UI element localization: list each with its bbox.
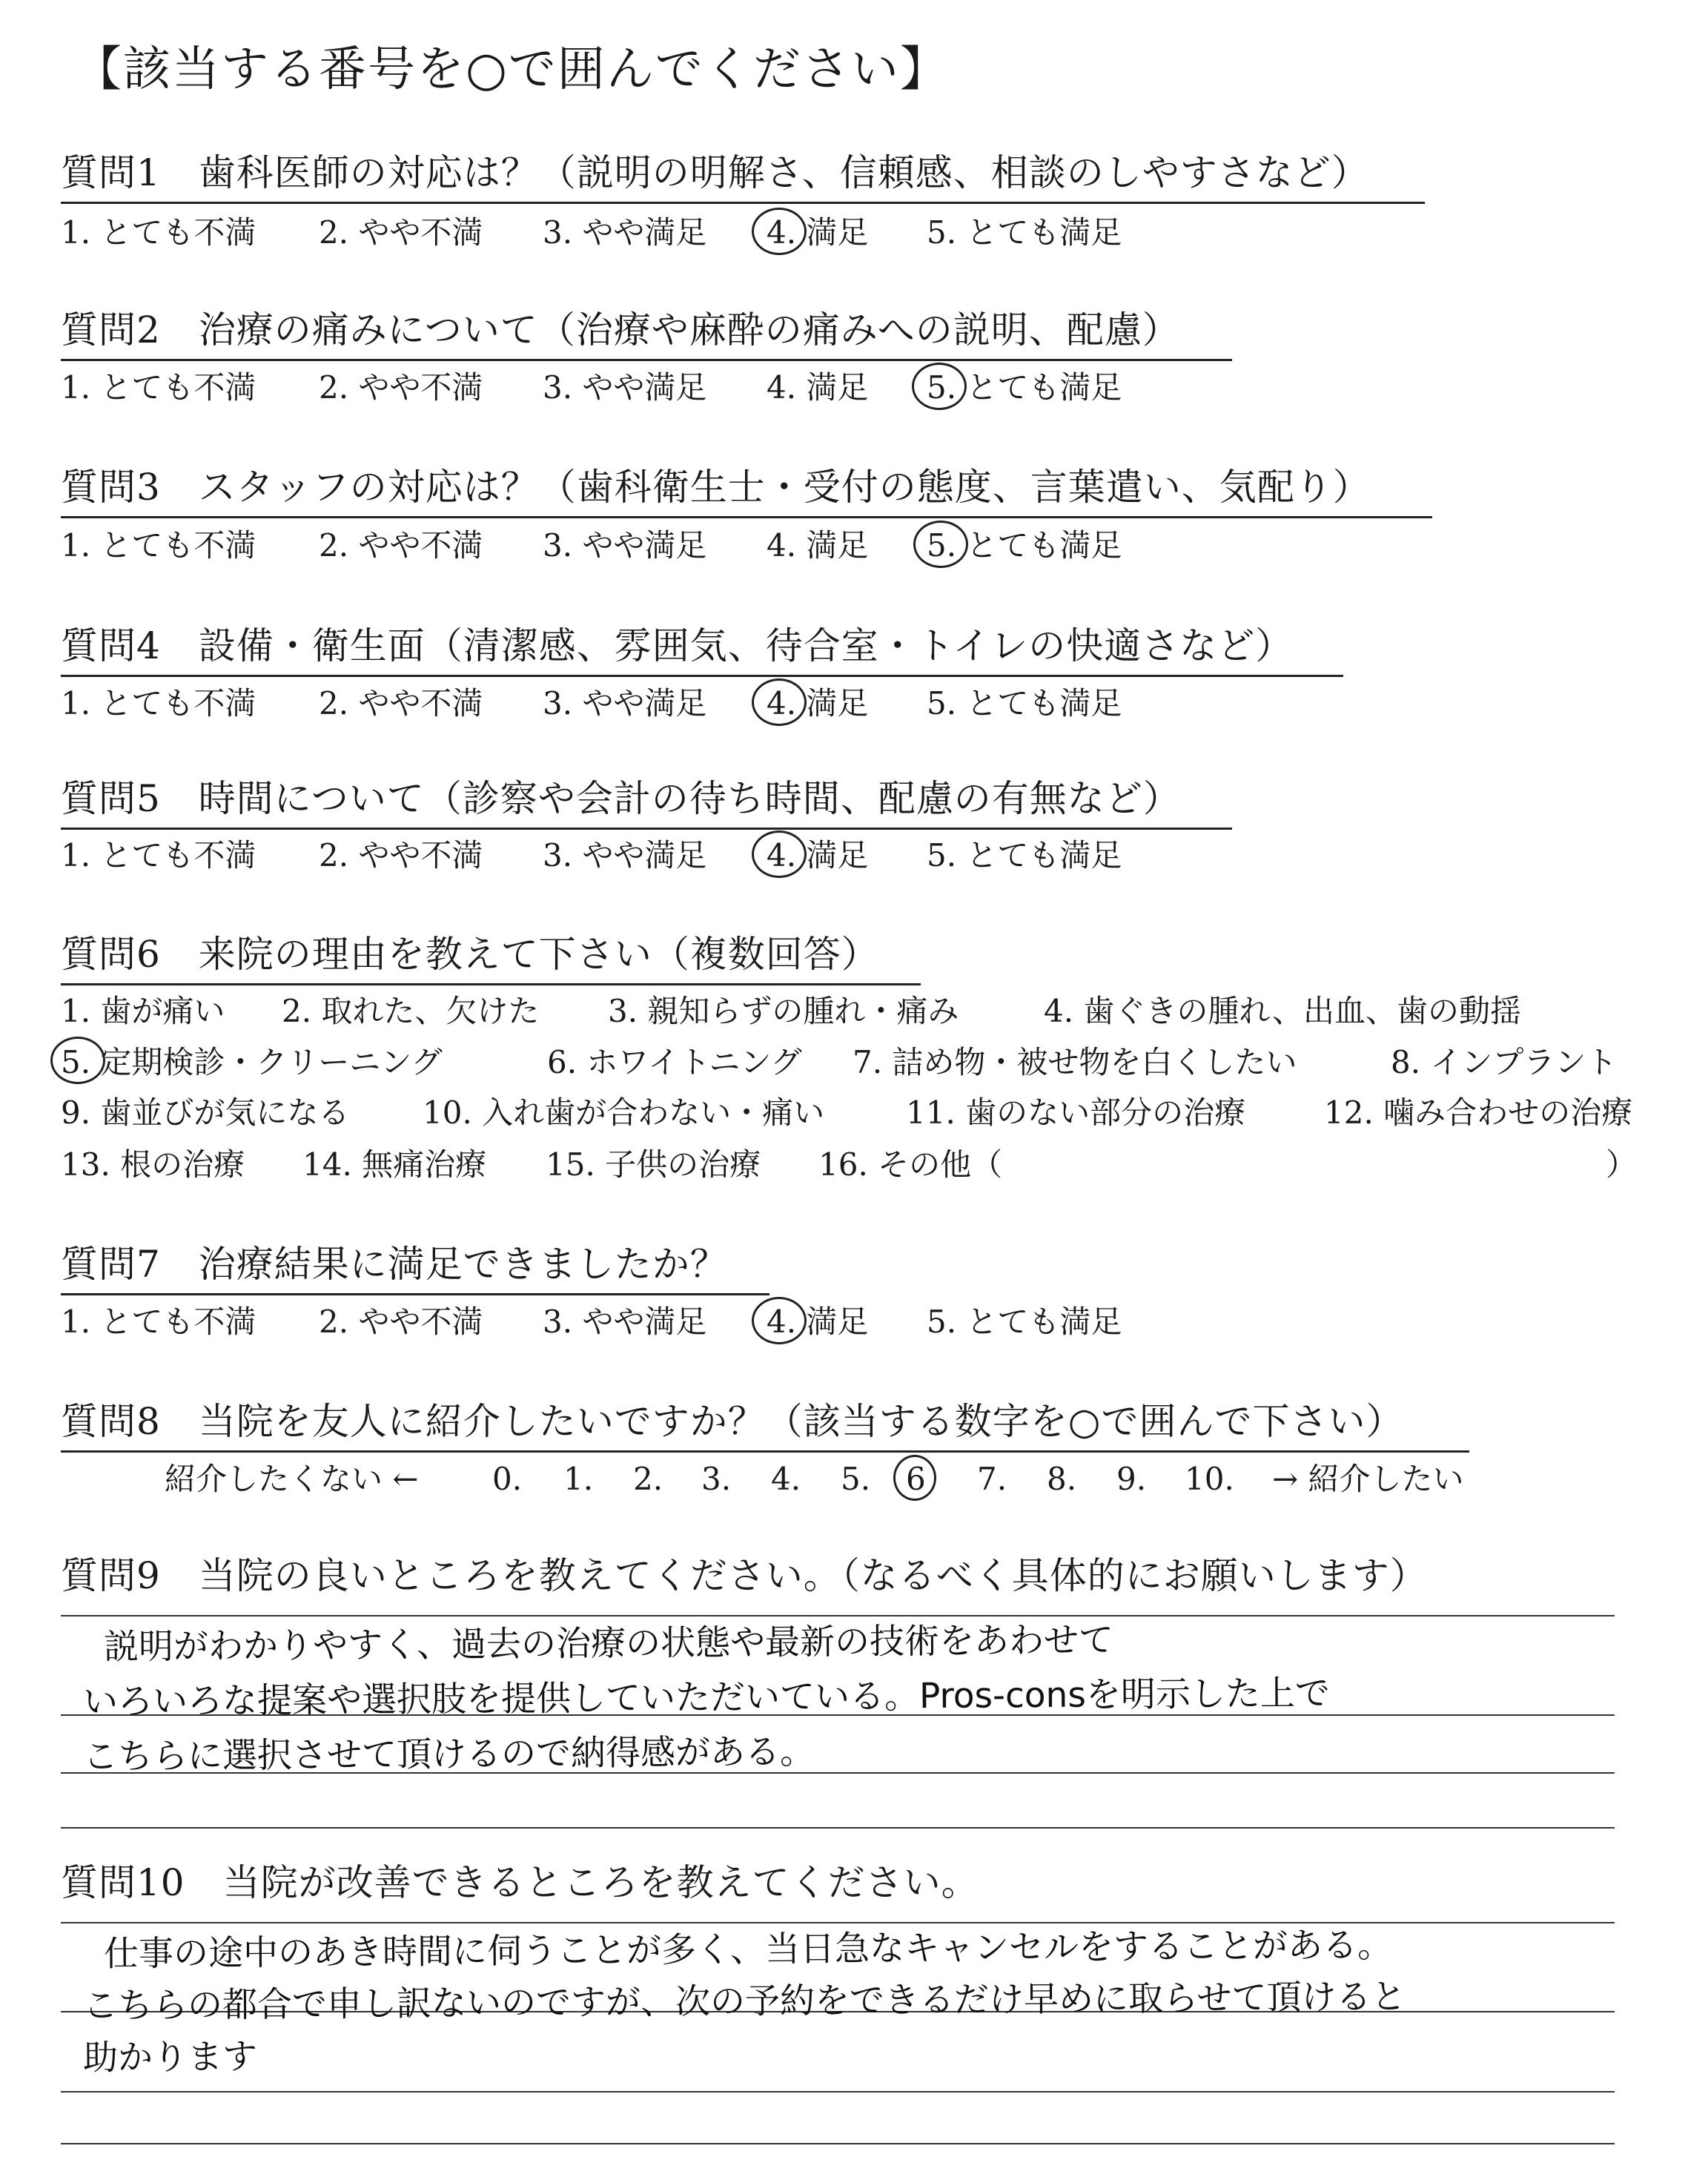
q8-number-10[interactable]: 10. — [1185, 1461, 1234, 1497]
q6-option-7[interactable]: 7. 詰め物・被せ物を白くしたい — [853, 1044, 1297, 1080]
question-6-underline — [61, 983, 921, 985]
q7-option-2[interactable]: 2. やや不満 — [319, 1304, 483, 1340]
q6-option-9[interactable]: 9. 歯並びが気になる — [61, 1094, 350, 1131]
q6-option-16-close: ） — [1606, 1146, 1638, 1183]
q5-selected-circle — [752, 830, 807, 878]
q8-number-2[interactable]: 2. — [633, 1461, 663, 1497]
q2-option-3[interactable]: 3. やや満足 — [543, 369, 707, 406]
q8-left-label: 紹介したくない ← — [165, 1461, 419, 1497]
q6-option-5[interactable]: 5. 定期検診・クリーニング — [61, 1044, 443, 1080]
q7-option-4[interactable]: 4. 満足 — [767, 1304, 869, 1340]
q4-option-3[interactable]: 3. やや満足 — [543, 685, 707, 721]
question-2-underline — [61, 359, 1232, 361]
q3-option-2[interactable]: 2. やや不満 — [319, 527, 483, 564]
q8-number-1[interactable]: 1. — [563, 1461, 594, 1497]
question-1-title: 質問1 歯科医師の対応は？（説明の明解さ、信頼感、相談のしやすさなど） — [61, 151, 1369, 194]
q10-writing-line-3 — [61, 2091, 1615, 2093]
q7-selected-circle — [752, 1297, 807, 1344]
q10-answer-line-3[interactable]: 助かります — [82, 2036, 258, 2078]
q9-writing-line-1 — [61, 1615, 1615, 1616]
question-5-title: 質問5 時間について（診察や会計の待ち時間、配慮の有無など） — [61, 777, 1181, 820]
q7-option-5[interactable]: 5. とても満足 — [927, 1304, 1122, 1340]
question-1-underline — [61, 202, 1425, 204]
q6-option-14[interactable]: 14. 無痛治療 — [302, 1146, 487, 1183]
q3-option-4[interactable]: 4. 満足 — [767, 527, 869, 564]
q9-writing-line-4 — [61, 1827, 1615, 1829]
question-6-title: 質問6 来院の理由を教えて下さい（複数回答） — [61, 933, 879, 976]
q4-option-2[interactable]: 2. やや不満 — [319, 685, 483, 721]
q10-writing-line-4 — [61, 2143, 1615, 2144]
q8-number-9[interactable]: 9. — [1116, 1461, 1147, 1497]
q6-option-2[interactable]: 2. 取れた、欠けた — [282, 993, 540, 1029]
q8-number-0[interactable]: 0. — [492, 1461, 523, 1497]
q6-option-11[interactable]: 11. 歯のない部分の治療 — [906, 1094, 1246, 1131]
q6-option-16[interactable]: 16. その他（ — [818, 1146, 1003, 1183]
q6-option-4[interactable]: 4. 歯ぐきの腫れ、出血、歯の動揺 — [1044, 993, 1521, 1029]
q6-selected-circle — [50, 1037, 105, 1084]
q8-number-7[interactable]: 7. — [977, 1461, 1007, 1497]
question-4-underline — [61, 675, 1343, 677]
q5-option-1[interactable]: 1. とても不満 — [61, 837, 256, 873]
q1-option-1[interactable]: 1. とても不満 — [61, 214, 256, 251]
q5-option-2[interactable]: 2. やや不満 — [319, 837, 483, 873]
question-10-title: 質問10 当院が改善できるところを教えてください。 — [61, 1861, 979, 1904]
q2-option-5[interactable]: 5. とても満足 — [927, 369, 1122, 406]
question-9-title: 質問9 当院の良いところを教えてください。（なるべく具体的にお願いします） — [61, 1554, 1428, 1597]
q6-option-8[interactable]: 8. インプラント — [1391, 1044, 1618, 1080]
q1-option-2[interactable]: 2. やや不満 — [319, 214, 483, 251]
question-5-underline — [61, 828, 1232, 830]
q1-option-5[interactable]: 5. とても満足 — [927, 214, 1122, 251]
q7-option-3[interactable]: 3. やや満足 — [543, 1304, 707, 1340]
q6-option-6[interactable]: 6. ホワイトニング — [547, 1044, 802, 1080]
q10-writing-line-1 — [61, 1922, 1615, 1923]
q2-option-1[interactable]: 1. とても不満 — [61, 369, 256, 406]
q8-right-label: → 紹介したい — [1272, 1461, 1464, 1497]
q6-option-13[interactable]: 13. 根の治療 — [61, 1146, 245, 1183]
question-8-underline — [61, 1450, 1469, 1453]
q1-selected-circle — [752, 208, 807, 255]
q3-option-5[interactable]: 5. とても満足 — [927, 527, 1122, 564]
question-2-title: 質問2 治療の痛みについて（治療や麻酔の痛みへの説明、配慮） — [61, 308, 1180, 351]
q8-number-6[interactable]: 6 — [906, 1461, 926, 1497]
q8-number-3[interactable]: 3. — [701, 1461, 732, 1497]
q5-option-5[interactable]: 5. とても満足 — [927, 837, 1122, 873]
q6-option-12[interactable]: 12. 噛み合わせの治療 — [1324, 1094, 1633, 1131]
q5-option-4[interactable]: 4. 満足 — [767, 837, 869, 873]
q3-selected-circle — [913, 521, 968, 568]
q3-option-1[interactable]: 1. とても不満 — [61, 527, 256, 564]
q2-option-2[interactable]: 2. やや不満 — [319, 369, 483, 406]
q8-selected-circle — [893, 1455, 936, 1501]
q4-selected-circle — [752, 678, 807, 726]
q2-option-4[interactable]: 4. 満足 — [767, 369, 869, 406]
q8-number-4[interactable]: 4. — [771, 1461, 801, 1497]
q9-answer-line-2[interactable]: いろいろな提案や選択肢を提供していただいている。Pros-consを明示した上で — [82, 1673, 1331, 1723]
q5-option-3[interactable]: 3. やや満足 — [543, 837, 707, 873]
q1-option-4[interactable]: 4. 満足 — [767, 214, 869, 251]
q3-option-3[interactable]: 3. やや満足 — [543, 527, 707, 564]
q8-number-5[interactable]: 5. — [841, 1461, 871, 1497]
q10-answer-line-2[interactable]: こちらの都合で申し訳ないのですが、次の予約をできるだけ早めに取らせて頂けると — [82, 1976, 1406, 2027]
q7-option-1[interactable]: 1. とても不満 — [61, 1304, 256, 1340]
q8-number-8[interactable]: 8. — [1047, 1461, 1077, 1497]
q9-answer-line-1[interactable]: 説明がわかりやすく、過去の治療の状態や最新の技術をあわせて — [103, 1619, 1114, 1668]
q6-option-10[interactable]: 10. 入れ歯が合わない・痛い — [423, 1094, 825, 1131]
question-4-title: 質問4 設備・衛生面（清潔感、雰囲気、待合室・トイレの快適さなど） — [61, 624, 1294, 667]
q1-option-3[interactable]: 3. やや満足 — [543, 214, 707, 251]
q4-option-5[interactable]: 5. とても満足 — [927, 685, 1122, 721]
q4-option-1[interactable]: 1. とても不満 — [61, 685, 256, 721]
question-7-underline — [61, 1293, 769, 1295]
q9-answer-line-3[interactable]: こちらに選択させて頂けるので納得感がある。 — [82, 1731, 815, 1777]
q4-option-4[interactable]: 4. 満足 — [767, 685, 869, 721]
q6-option-1[interactable]: 1. 歯が痛い — [61, 993, 225, 1029]
q6-option-3[interactable]: 3. 親知らずの腫れ・痛み — [608, 993, 959, 1029]
question-3-underline — [61, 516, 1432, 518]
q6-option-15[interactable]: 15. 子供の治療 — [546, 1146, 761, 1183]
question-8-title: 質問8 当院を友人に紹介したいですか？（該当する数字を○で囲んで下さい） — [61, 1400, 1404, 1443]
question-7-title: 質問7 治療結果に満足できましたか？ — [61, 1243, 728, 1286]
question-3-title: 質問3 スタッフの対応は？（歯科衛生士・受付の態度、言葉遣い、気配り） — [61, 466, 1371, 509]
instruction-header: 【該当する番号を○で囲んでください】 — [74, 42, 949, 97]
q10-answer-line-1[interactable]: 仕事の途中のあき時間に伺うことが多く、当日急なキャンセルをすることがある。 — [103, 1924, 1393, 1975]
q2-selected-circle — [912, 363, 967, 410]
